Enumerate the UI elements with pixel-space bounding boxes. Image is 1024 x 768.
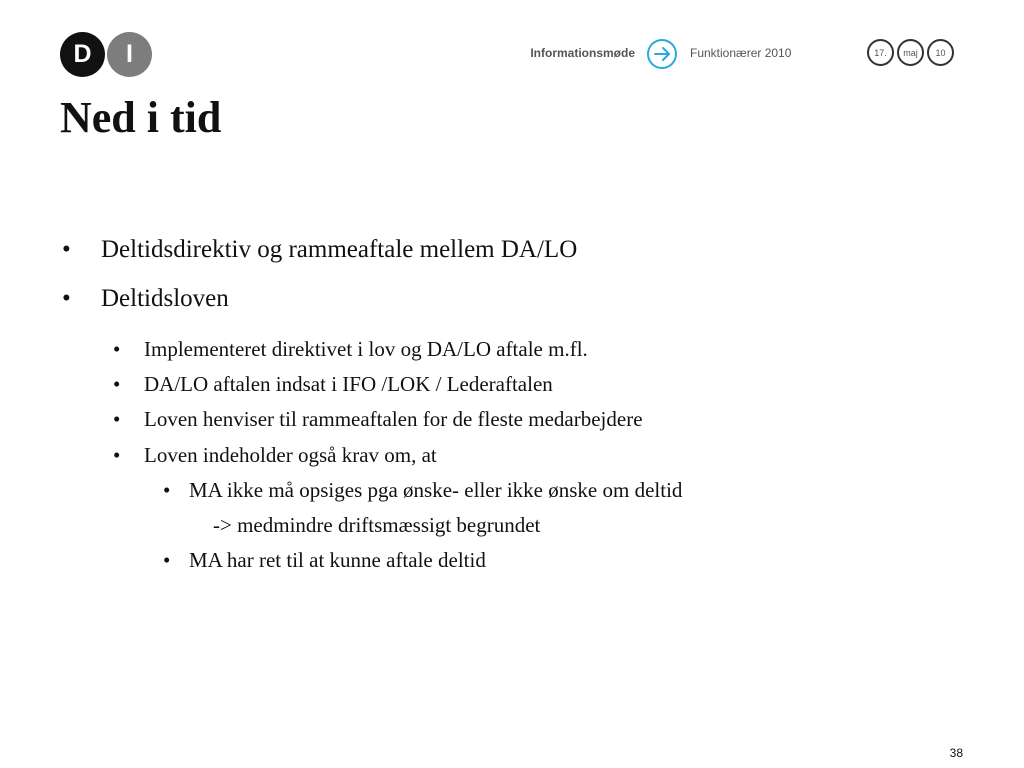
sub-sub-bullet-item <box>163 548 486 573</box>
bullet-glyph: • <box>62 236 71 263</box>
arrow-right-icon <box>646 38 678 70</box>
continuation-text: -> medmindre driftsmæssigt begrundet <box>213 513 541 537</box>
date-year: 10 <box>927 39 954 66</box>
sub-bullet-item <box>113 337 588 362</box>
bullet-glyph: • <box>113 337 121 361</box>
bullet-glyph: • <box>113 407 121 431</box>
page-number: 38 <box>949 746 963 760</box>
bullet-glyph: • <box>113 372 121 396</box>
logo-letter-d: D <box>60 32 105 77</box>
sub-bullet-item <box>113 372 553 397</box>
bullet-item <box>60 236 577 264</box>
bullet-glyph: • <box>113 443 121 467</box>
slide-title: Ned i tid <box>60 93 222 142</box>
header-event-label: Informationsmøde <box>530 46 635 60</box>
date-day: 17. <box>867 39 894 66</box>
sub-bullet-text: Implementeret direktivet i lov og DA/LO aftale m.fl. <box>144 337 588 361</box>
sub-bullet-item <box>113 407 643 432</box>
bullet-text: Deltidsloven <box>101 285 229 312</box>
bullet-text: Deltidsdirektiv og rammeaftale mellem DA/LO <box>101 236 578 263</box>
sub-sub-bullet-text: MA har ret til at kunne aftale deltid <box>189 548 486 572</box>
sub-bullet-item <box>113 443 437 468</box>
bullet-glyph: • <box>163 548 171 572</box>
date-month: maj <box>897 39 924 66</box>
bullet-item <box>60 285 229 313</box>
bullet-glyph: • <box>62 285 71 312</box>
sub-sub-bullet-item <box>163 478 682 503</box>
continuation-line <box>213 513 540 538</box>
sub-bullet-text: Loven henviser til rammeaftalen for de fleste medarbejdere <box>144 407 643 431</box>
header-topic-label: Funktionærer 2010 <box>690 46 792 60</box>
logo-letter-i: I <box>107 32 152 77</box>
sub-sub-bullet-text: MA ikke må opsiges pga ønske- eller ikke ønske om deltid <box>189 478 683 502</box>
sub-bullet-text: DA/LO aftalen indsat i IFO /LOK / Lederaftalen <box>144 372 553 396</box>
sub-bullet-text: Loven indeholder også krav om, at <box>144 443 437 467</box>
di-logo <box>60 32 152 77</box>
bullet-glyph: • <box>163 478 171 502</box>
date-badges <box>867 39 954 66</box>
